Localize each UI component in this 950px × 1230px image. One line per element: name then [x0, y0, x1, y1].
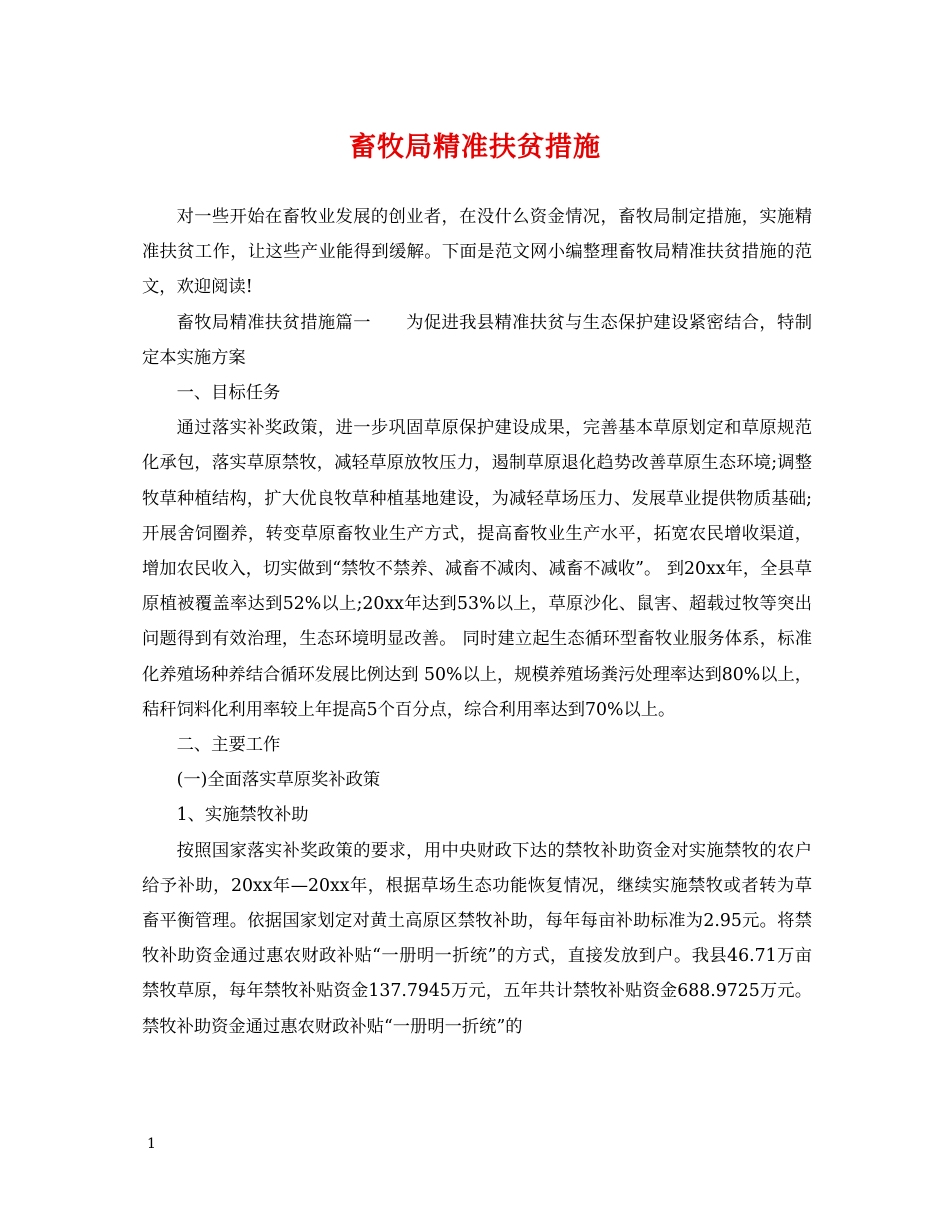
- document-title: 畜牧局精准扶贫措施: [349, 132, 601, 163]
- goals-paragraph: 通过落实补奖政策，进一步巩固草原保护建设成果，完善基本草原划定和草原规范化承包，落实草原禁牧，减轻草原放牧压力，遏制草原退化趋势改善草原生态环境;调整牧草种植结构，扩大优良牧草种植基地建设，为减轻草场压力、发展草业提供物质基础;开展舍饲圈养，转变草原畜牧业生产方式，提高畜牧业生产水平，拓宽农民增收渠道，增加农民收入，切实做到“禁牧不禁养、减畜不减肉、减畜不减收”。 到20xx年，全县草原植被覆盖率达到52%以上;20xx年达到53%以上，草原沙化、鼠害、超载过牧等突出问题得到有效治理，生态环境明显改善。 同时建立起生态循环型畜牧业服务体系，标准化养殖场种养结合循环发展比例达到 50%以上，规模养殖场粪污处理率达到80%以上，秸秆饲料化利用率较上年提高5个百分点，综合利用率达到70%以上。: [142, 418, 812, 720]
- subheading-grazing-subsidy: 1、实施禁牧补助: [176, 805, 309, 826]
- heading-main-work: 二、主要工作: [176, 735, 281, 756]
- document-body: [142, 200, 812, 1045]
- intro-paragraph: 对一些开始在畜牧业发展的创业者，在没什么资金情况，畜牧局制定措施，实施精准扶贫工作，让这些产业能得到缓解。下面是范文网小编整理畜牧局精准扶贫措施的范文，欢迎阅读!: [142, 207, 812, 298]
- section-intro-paragraph: 畜牧局精准扶贫措施篇一 为促进我县精准扶贫与生态保护建设紧密结合，特制定本实施方案: [142, 312, 812, 368]
- heading-goals: 一、目标任务: [176, 383, 281, 404]
- page-number: 1: [147, 1136, 156, 1152]
- subsidy-paragraph: 按照国家落实补奖政策的要求，用中央财政下达的禁牧补助资金对实施禁牧的农户给予补助，20xx年—20xx年，根据草场生态功能恢复情况，继续实施禁牧或者转为草畜平衡管理。依据国家划定对黄土高原区禁牧补助，每年每亩补助标准为2.95元。将禁牧补助资金通过惠农财政补贴“一册明一折统”的方式，直接发放到户。我县46.71万亩禁牧草原，每年禁牧补贴资金137.7945万元，五年共计禁牧补贴资金688.9725万元。禁牧补助资金通过惠农财政补贴“一册明一折统”的: [142, 840, 812, 1037]
- subheading-policy: (一)全面落实草原奖补政策: [176, 770, 381, 791]
